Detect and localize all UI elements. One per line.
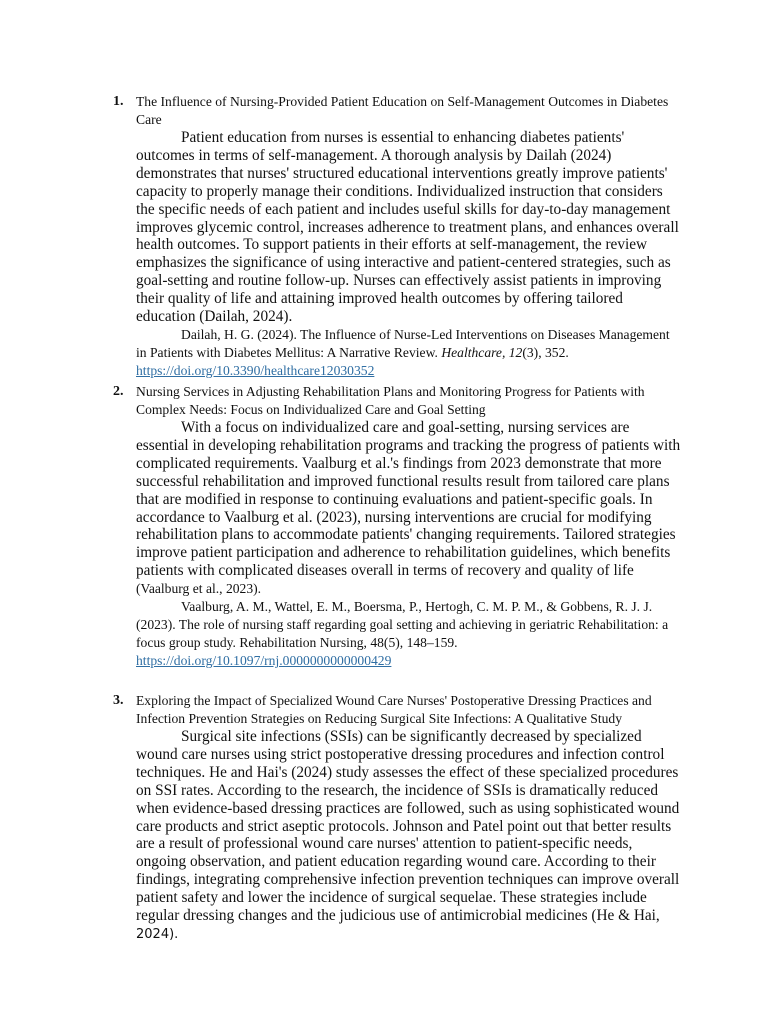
reference-text: Dailah, H. G. (2024). The Influence of Nurse-Led Interventions on Diseases Management in Patients with Diabetes Mellitus: A Narrative Review. — [136, 326, 670, 360]
item-body — [136, 728, 681, 944]
item-number: 2. — [113, 384, 124, 399]
item-body-text: Surgical site infections (SSIs) can be significantly decreased by specialized wound care nurses using strict postoperative dressing procedures and infection control techniques. He and Hai's (2024) study assesses the effect of these specialized procedures on SSI rates. According to the research, the incidence of SSIs is dramatically reduced when evidence-based dressing practices are followed, such as using sophisticated wound care products and strict aseptic protocols. Johnson and Patel point out that better results are a result of professional wound care nurses' attention to patient-specific needs, ongoing observation, and patient education regarding wound care. According to their findings, integrating comprehensive infection prevention techniques can improve overall patient safety and lower the incidence of surgical sequelae. These strategies include regular dressing changes and the judicious use of antimicrobial medicines (He & Hai, — [136, 728, 680, 925]
item-heading: Exploring the Impact of Specialized Wound Care Nurses' Postoperative Dressing Practices and Infection Prevention Strategies on Reducing Surgical Site Infections: A Qualitative Study — [136, 693, 652, 726]
citation-tail: (Vaalburg et al., 2023). — [136, 581, 262, 597]
reference: Vaalburg, A. M., Wattel, E. M., Boersma, P., Hertogh, C. M. P. M., & Gobbens, R. J. J. (2023). The role of nursing staff regarding goal setting and achieving in geriatric Rehabilitation: a focus group study. Rehabilitation Nursing, 48(5), 148–159. — [136, 599, 669, 651]
item-number: 3. — [113, 693, 124, 708]
citation-year: 2024). — [136, 926, 179, 942]
reference-journal: Healthcare, 12 — [441, 344, 523, 360]
doi-link[interactable]: https://doi.org/10.3390/healthcare12030352 — [136, 362, 375, 378]
item-heading: Nursing Services in Adjusting Rehabilitation Plans and Monitoring Progress for Patients with Complex Needs: Focus on Individualized Care and Goal Setting — [136, 384, 645, 417]
item-body: With a focus on individualized care and goal-setting, nursing services are essential in developing rehabilitation programs and tracking the progress of patients with complicated requirements. Vaalburg et al.'s findings from 2023 demonstrate that more successful rehabilitation and improved functional results result from tailored care plans that are modified in response to continuing evaluations and patient-specific goals. In accordance to Vaalburg et al. (2023), nursing interventions are crucial for modifying rehabilitation plans to accommodate patients' changing requirements. Tailored strategies improve patient participation and adherence to rehabilitation guidelines, which benefits patients with complicated diseases overall in terms of recovery and quality of life — [136, 419, 681, 580]
reference — [136, 326, 681, 362]
item-body: Patient education from nurses is essential to enhancing diabetes patients' outcomes in terms of self-management. A thorough analysis by Dailah (2024) demonstrates that nurses' structured educational interventions greatly improve patients' capacity to properly manage their conditions. Individualized instruction that considers the specific needs of each patient and includes useful skills for day-to-day management improves glycemic control, increases adherence to treatment plans, and enhances overall health outcomes. To support patients in their efforts at self-management, the review emphasizes the significance of using interactive and patient-centered strategies, such as goal-setting and routine follow-up. Nurses can effectively assist patients in improving their quality of life and attaining improved health outcomes by offering tailored education (Dailah, 2024). — [136, 129, 679, 326]
item-heading: The Influence of Nursing-Provided Patient Education on Self-Management Outcomes in Diabetes Care — [136, 94, 669, 127]
reference-issue: (3), 352. — [522, 344, 569, 360]
doi-link[interactable]: https://doi.org/10.1097/rnj.0000000000000429 — [136, 653, 392, 669]
item-number: 1. — [113, 94, 124, 109]
